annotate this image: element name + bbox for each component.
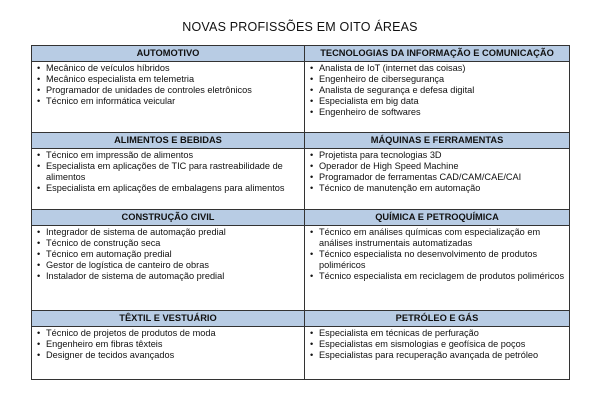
area-cell [305, 149, 570, 210]
profession-item: • Integrador de sistema de automação predial [37, 227, 301, 238]
area-cell [305, 226, 570, 311]
profession-item: • Técnico especialista no desenvolvimento de produtos poliméricos [310, 249, 566, 271]
area-heading: PETRÓLEO E GÁS [305, 311, 570, 327]
profession-item: • Designer de tecidos avançados [37, 350, 301, 361]
profession-item: • Especialista em aplicações de embalagens para alimentos [37, 183, 301, 194]
page-title: NOVAS PROFISSÕES EM OITO ÁREAS [182, 20, 418, 34]
profession-list [310, 63, 566, 118]
area-cell [32, 149, 305, 210]
profession-list [310, 150, 566, 194]
profession-item: • Técnico de manutenção em automação [310, 183, 566, 194]
area-heading: MÁQUINAS E FERRAMENTAS [305, 133, 570, 149]
area-heading: QUÍMICA E PETROQUÍMICA [305, 210, 570, 226]
header-row [32, 46, 570, 62]
profession-list [37, 328, 301, 361]
area-cell [32, 226, 305, 311]
profession-item: • Técnico em impressão de alimentos [37, 150, 301, 161]
area-heading: TÊXTIL E VESTUÁRIO [32, 311, 305, 327]
profession-item: • Programador de unidades de controles eletrônicos [37, 85, 301, 96]
profession-list [37, 227, 301, 282]
profession-list [310, 328, 566, 361]
area-heading: TECNOLOGIAS DA INFORMAÇÃO E COMUNICAÇÃO [305, 46, 570, 62]
area-heading: ALIMENTOS E BEBIDAS [32, 133, 305, 149]
profession-item: • Operador de High Speed Machine [310, 161, 566, 172]
area-cell [32, 327, 305, 380]
header-row [32, 210, 570, 226]
profession-item: • Projetista para tecnologias 3D [310, 150, 566, 161]
profession-item: • Técnico em informática veicular [37, 96, 301, 107]
profession-item: • Programador de ferramentas CAD/CAM/CAE/CAI [310, 172, 566, 183]
profession-item: • Técnico em análises químicas com especialização em análises instrumentais automatizadas [310, 227, 566, 249]
area-heading: AUTOMOTIVO [32, 46, 305, 62]
area-cell [305, 62, 570, 133]
profession-item: • Gestor de logística de canteiro de obras [37, 260, 301, 271]
header-row [32, 311, 570, 327]
profession-item: • Especialista em aplicações de TIC para rastreabilidade de alimentos [37, 161, 301, 183]
profession-item: • Analista de segurança e defesa digital [310, 85, 566, 96]
profession-item: • Mecânico especialista em telemetria [37, 74, 301, 85]
content-row [32, 149, 570, 210]
profession-list [310, 227, 566, 282]
header-row [32, 133, 570, 149]
content-row [32, 62, 570, 133]
profession-item: • Técnico de construção seca [37, 238, 301, 249]
content-row [32, 226, 570, 311]
profession-item: • Engenheiro em fibras têxteis [37, 339, 301, 350]
profession-item: • Especialistas em sismologias e geofísica de poços [310, 339, 566, 350]
profession-item: • Instalador de sistema de automação predial [37, 271, 301, 282]
profession-item: • Especialista em big data [310, 96, 566, 107]
professions-table-body [32, 46, 570, 380]
profession-item: • Especialistas para recuperação avançada de petróleo [310, 350, 566, 361]
profession-item: • Mecânico de veículos híbridos [37, 63, 301, 74]
area-heading: CONSTRUÇÃO CIVIL [32, 210, 305, 226]
professions-table [31, 45, 570, 380]
profession-item: • Analista de IoT (internet das coisas) [310, 63, 566, 74]
profession-list [37, 150, 301, 194]
profession-list [37, 63, 301, 107]
area-cell [32, 62, 305, 133]
profession-item: • Engenheiro de softwares [310, 107, 566, 118]
content-row [32, 327, 570, 380]
profession-item: • Especialista em técnicas de perfuração [310, 328, 566, 339]
profession-item: • Engenheiro de cibersegurança [310, 74, 566, 85]
profession-item: • Técnico de projetos de produtos de moda [37, 328, 301, 339]
profession-item: • Técnico em automação predial [37, 249, 301, 260]
area-cell [305, 327, 570, 380]
profession-item: • Técnico especialista em reciclagem de produtos poliméricos [310, 271, 566, 282]
